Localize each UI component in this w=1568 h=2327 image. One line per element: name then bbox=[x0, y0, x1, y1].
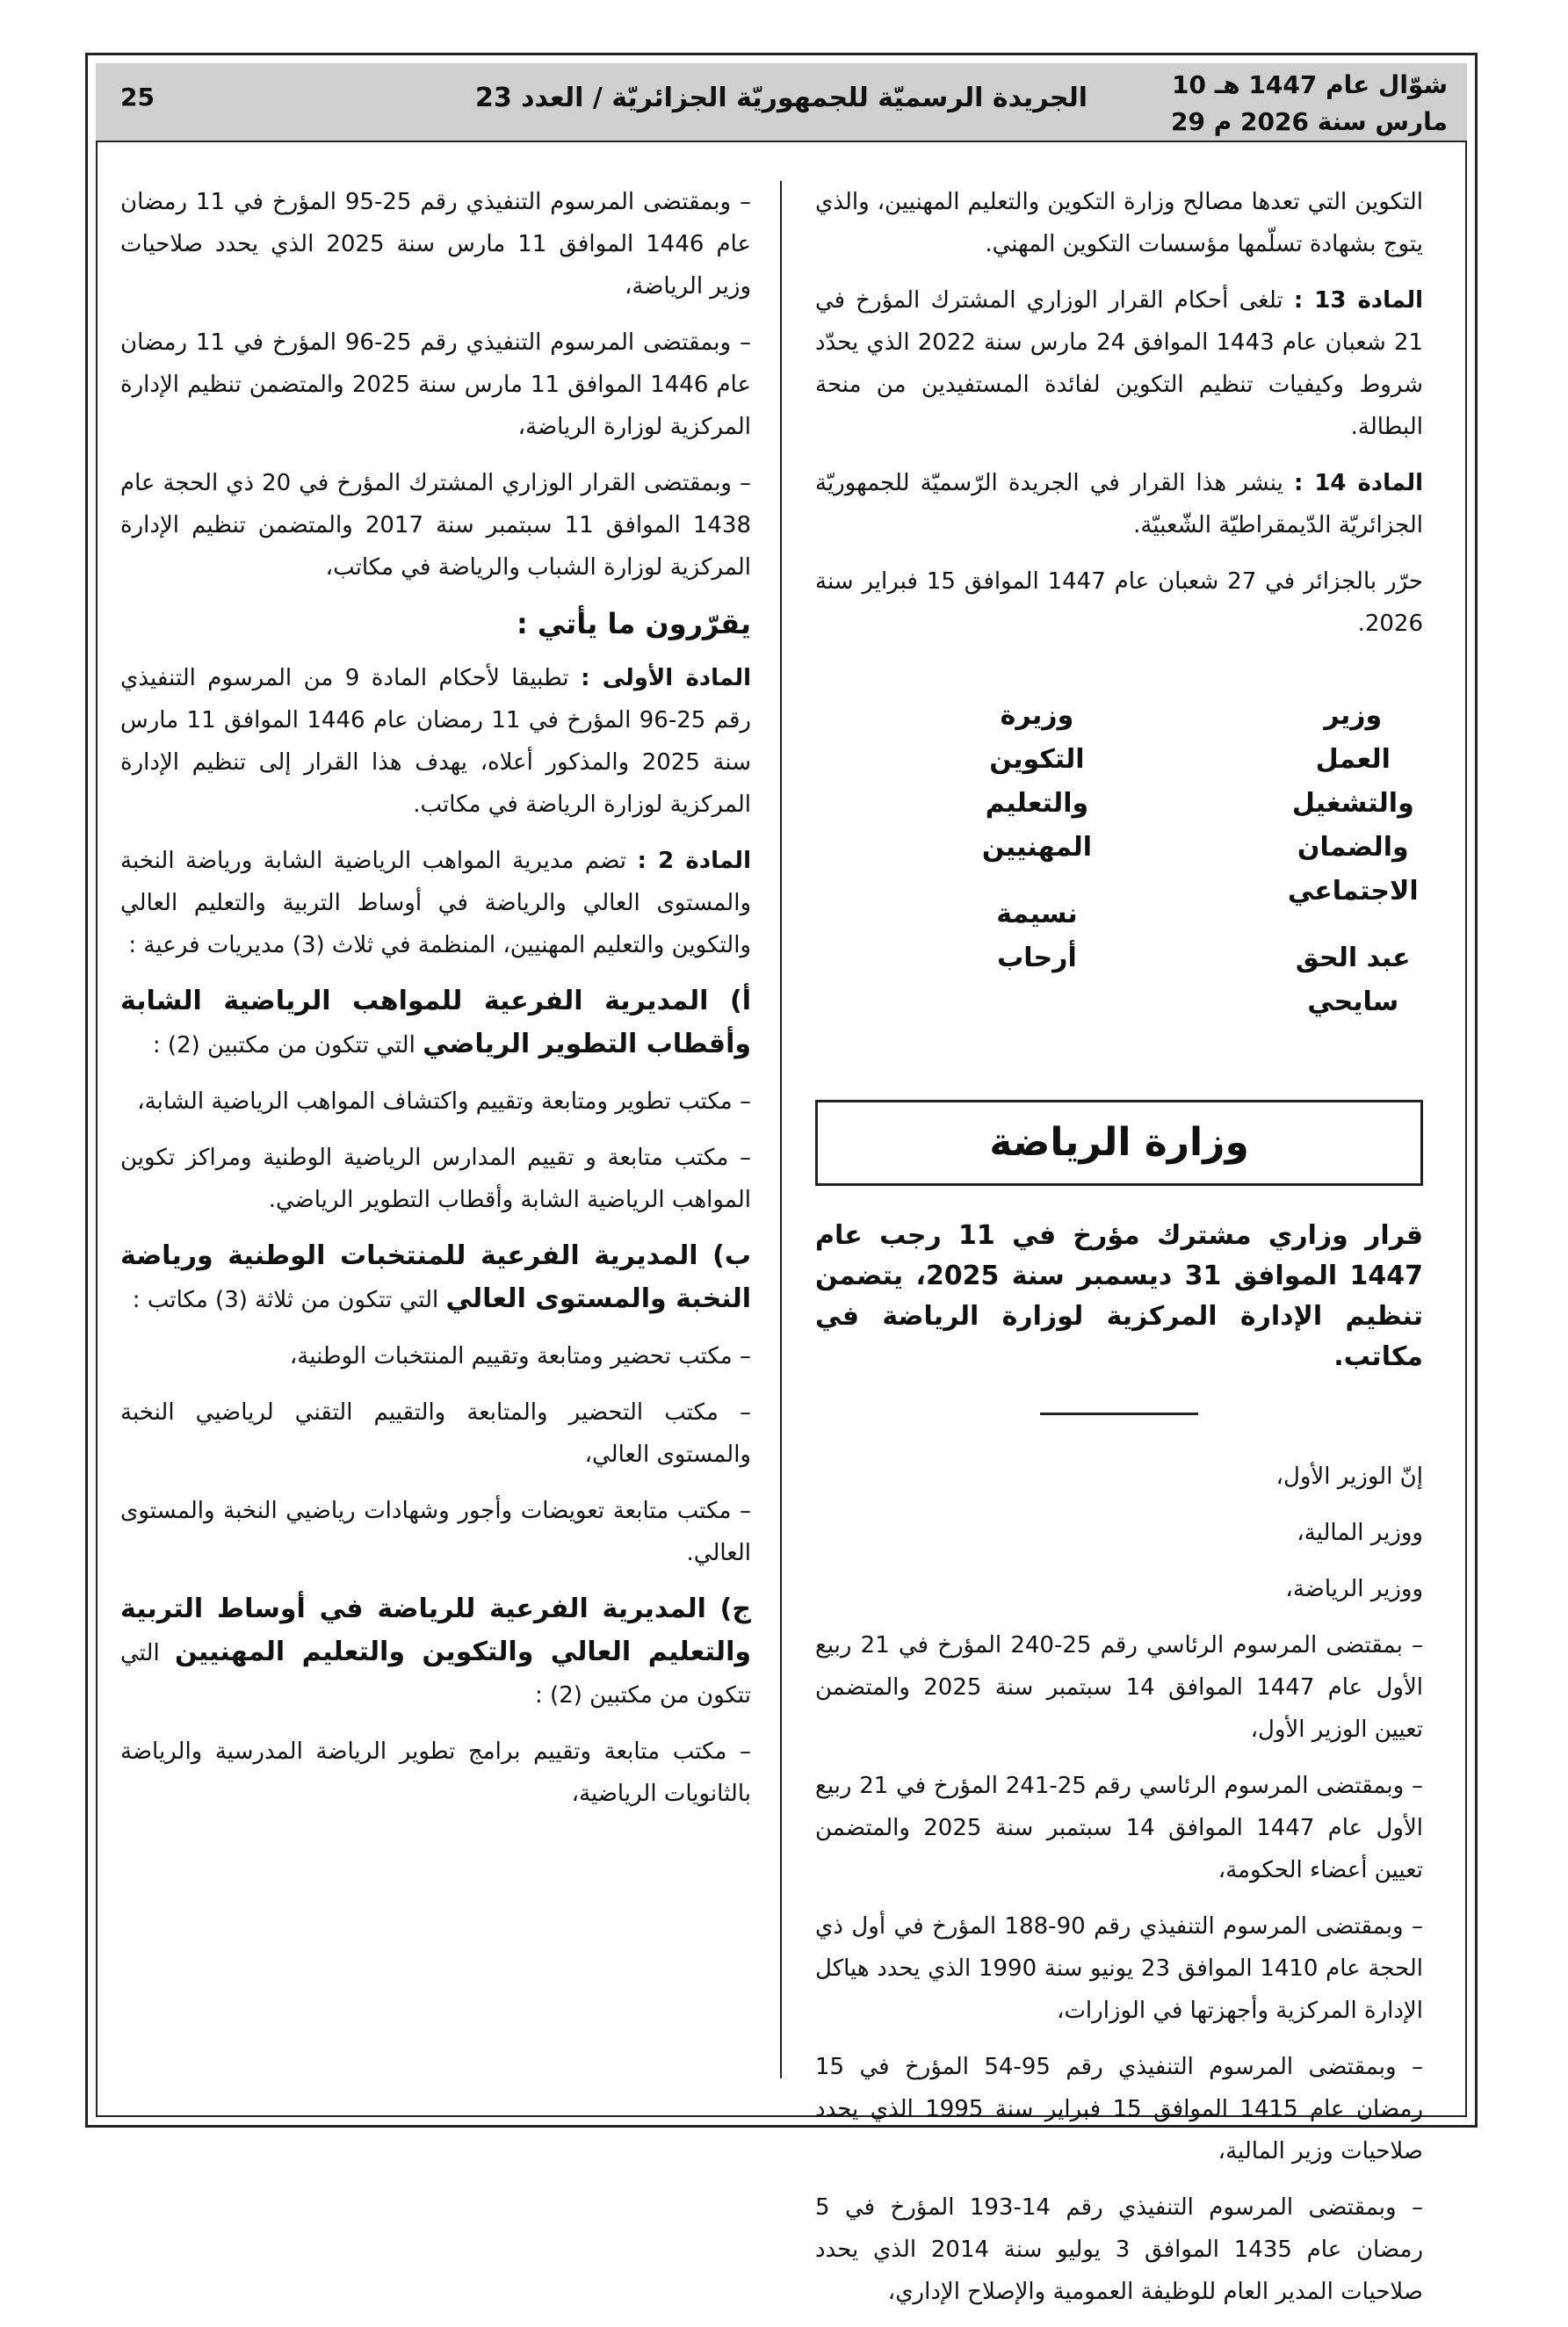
article-label: المادة 13 : bbox=[1293, 287, 1424, 314]
subdirectorate-title: أ) المديرية الفرعية للمواهب الرياضية الشابة وأقطاب التطوير الرياضي bbox=[120, 986, 751, 1059]
visa-paragraph: – وبمقتضى المرسوم التنفيذي رقم 25-95 المؤرخ في 11 رمضان عام 1446 الموافق 11 مارس سنة 2025 الذي يحدد صلاحيات وزير الرياضة، bbox=[120, 189, 752, 300]
visa-paragraph: – وبمقتضى المرسوم الرئاسي رقم 25-241 المؤرخ في 21 ربيع الأول عام 1447 الموافق 14 سبتمبر سنة 2025 والمتضمن تعيين أعضاء الحكومة، bbox=[815, 1773, 1424, 1883]
office-item: – مكتب متابعة تعويضات وأجور وشهادات رياضيي النخبة والمستوى العالي. bbox=[120, 1498, 751, 1566]
article-label: المادة 14 : bbox=[1294, 470, 1424, 496]
preamble-line: إنّ الوزير الأول، bbox=[1275, 1463, 1423, 1490]
article-text: تطبيقا لأحكام المادة 9 من المرسوم التنفيذي رقم 25-96 المؤرخ في 11 رمضان عام 1446 الموافق 11 مارس سنة 2025 والمذكور أعلاه، يهدف هذا القرار إلى تنظيم الإدارة المركزية لوزارة الرياضة في مكاتب. bbox=[120, 665, 752, 818]
visa-paragraph: – وبمقتضى المرسوم التنفيذي رقم 95-54 المؤرخ في 15 رمضان عام 1415 الموافق 15 فبراير سنة 1995 الذي يحدد صلاحيات وزير المالية، bbox=[815, 2054, 1424, 2164]
paragraph: التكوين التي تعدها مصالح وزارة التكوين والتعليم المهنيين، والذي يتوج بشهادة تسلّمها مؤسسات التكوين المهني. bbox=[815, 189, 1423, 257]
visa-paragraph: – بمقتضى المرسوم الرئاسي رقم 25-240 المؤرخ في 21 ربيع الأول عام 1447 الموافق 14 سبتمبر سنة 2025 والمتضمن تعيين الوزير الأول، bbox=[815, 1632, 1423, 1743]
column-divider bbox=[780, 181, 782, 2078]
decide-heading: يقرّرون ما يأتي : bbox=[516, 607, 751, 640]
article-text: تضم مديرية المواهب الرياضية الشابة ورياضة النخبة والمستوى العالي والرياضة في أوساط التربية والتعليم العالي والتكوين والتعليم المهنيين، المنظمة في ثلاث (3) مديريات فرعية : bbox=[120, 848, 751, 958]
signature-title: وزيرة التكوين والتعليم المهنيين bbox=[981, 700, 1093, 863]
subdirectorate-c bbox=[120, 1588, 751, 1716]
article-14 bbox=[815, 462, 1423, 546]
preamble-line: ووزير الرياضة، bbox=[1285, 1576, 1423, 1602]
article-label: المادة الأولى : bbox=[581, 665, 752, 691]
office-item: – مكتب تحضير ومتابعة وتقييم المنتخبات الوطنية، bbox=[289, 1343, 751, 1369]
subdirectorate-rest: التي تتكون من ثلاثة (3) مكاتب : bbox=[132, 1287, 439, 1313]
article-text: ينشر هذا القرار في الجريدة الرّسميّة للجمهوريّة الجزائريّة الدّيمقراطيّة الشّعبيّة. bbox=[815, 470, 1423, 538]
office-item: – مكتب متابعة وتقييم برامج تطوير الرياضة المدرسية والرياضة بالثانويات الرياضية، bbox=[120, 1738, 751, 1807]
subdirectorate-a bbox=[120, 980, 751, 1066]
article-2 bbox=[120, 840, 751, 966]
page-header bbox=[96, 63, 1467, 142]
done-at: حرّر بالجزائر في 27 شعبان عام 1447 الموافق 15 فبراير سنة 2026. bbox=[815, 568, 1423, 637]
header-date-hijri: 10 شوّال عام 1447 هـ bbox=[1171, 70, 1448, 99]
signature-training-minister bbox=[815, 694, 1107, 1024]
article-13 bbox=[815, 279, 1423, 448]
visa-paragraph: – وبمقتضى المرسوم التنفيذي رقم 25-96 المؤرخ في 11 رمضان عام 1446 الموافق 11 مارس سنة 2025 والمتضمن تنظيم الإدارة المركزية لوزارة الرياضة، bbox=[120, 329, 752, 440]
signatures bbox=[815, 694, 1423, 1024]
ministry-heading: وزارة الرياضة bbox=[815, 1100, 1423, 1186]
signature-name: نسيمة أرحاب bbox=[996, 899, 1078, 973]
subdirectorate-rest: التي تتكون من مكتبين (2) : bbox=[120, 1640, 751, 1709]
subdirectorate-title: ب) المديرية الفرعية للمنتخبات الوطنية ورياضة النخبة والمستوى العالي bbox=[120, 1240, 751, 1314]
visa-paragraph: – وبمقتضى المرسوم التنفيذي رقم 90-188 المؤرخ في أول ذي الحجة عام 1410 الموافق 23 يونيو سنة 1990 الذي يحدد هياكل الإدارة المركزية وأجهزتها في الوزارات، bbox=[815, 1913, 1423, 2024]
article-text: تلغى أحكام القرار الوزاري المشترك المؤرخ في 21 شعبان عام 1443 الموافق 24 مارس سنة 2022 الذي يحدّد شروط وكيفيات تنظيم التكوين لفائدة المستفيدين من منحة البطالة. bbox=[815, 287, 1423, 440]
subdirectorate-rest: التي تتكون من مكتبين (2) : bbox=[152, 1032, 415, 1059]
office-item: – مكتب التحضير والمتابعة والتقييم التقني لرياضيي النخبة والمستوى العالي، bbox=[120, 1399, 751, 1468]
office-item: – مكتب تطوير ومتابعة وتقييم واكتشاف المواهب الرياضية الشابة، bbox=[137, 1088, 751, 1115]
preamble-line: ووزير المالية، bbox=[1297, 1520, 1423, 1546]
page-number: 25 bbox=[120, 83, 155, 112]
separator-rule bbox=[1040, 1413, 1198, 1415]
subdirectorate-title: ج) المديرية الفرعية للرياضة في أوساط التربية والتعليم العالي والتكوين والتعليم المهنيين bbox=[120, 1593, 751, 1667]
subdirectorate-b bbox=[120, 1235, 751, 1321]
signature-labor-minister bbox=[1131, 694, 1423, 1024]
left-column bbox=[120, 181, 751, 1829]
signature-title: وزير العمل والتشغيل والضمان الاجتماعي bbox=[1287, 700, 1419, 907]
decree-title: قرار وزاري مشترك مؤرخ في 11 رجب عام 1447 الموافق 31 ديسمبر سنة 2025، يتضمن تنظيم الإدارة المركزية لوزارة الرياضة في مكاتب. bbox=[815, 1220, 1424, 1372]
header-title: الجريدة الرسميّة للجمهوريّة الجزائريّة / العدد 23 bbox=[474, 83, 1088, 113]
article-label: المادة 2 : bbox=[637, 848, 751, 874]
article-1 bbox=[120, 657, 751, 826]
signature-name: عبد الحق سايحي bbox=[1295, 943, 1411, 1017]
visa-paragraph: – وبمقتضى القرار الوزاري المشترك المؤرخ في 20 ذي الحجة عام 1438 الموافق 11 سبتمبر سنة 2017 والمتضمن تنظيم الإدارة المركزية لوزارة الشباب والرياضة في مكاتب، bbox=[120, 470, 751, 581]
header-date-gregorian: 29 مارس سنة 2026 م bbox=[1171, 107, 1448, 136]
office-item: – مكتب متابعة و تقييم المدارس الرياضية الوطنية ومراكز تكوين المواهب الرياضية الشابة وأقطاب التطوير الرياضي. bbox=[120, 1145, 751, 1213]
visa-paragraph: – وبمقتضى المرسوم التنفيذي رقم 14-193 المؤرخ في 5 رمضان عام 1435 الموافق 3 يوليو سنة 2014 الذي يحدد صلاحيات المدير العام للوظيفة العمومية والإصلاح الإداري، bbox=[815, 2194, 1423, 2305]
right-column bbox=[815, 181, 1423, 2327]
